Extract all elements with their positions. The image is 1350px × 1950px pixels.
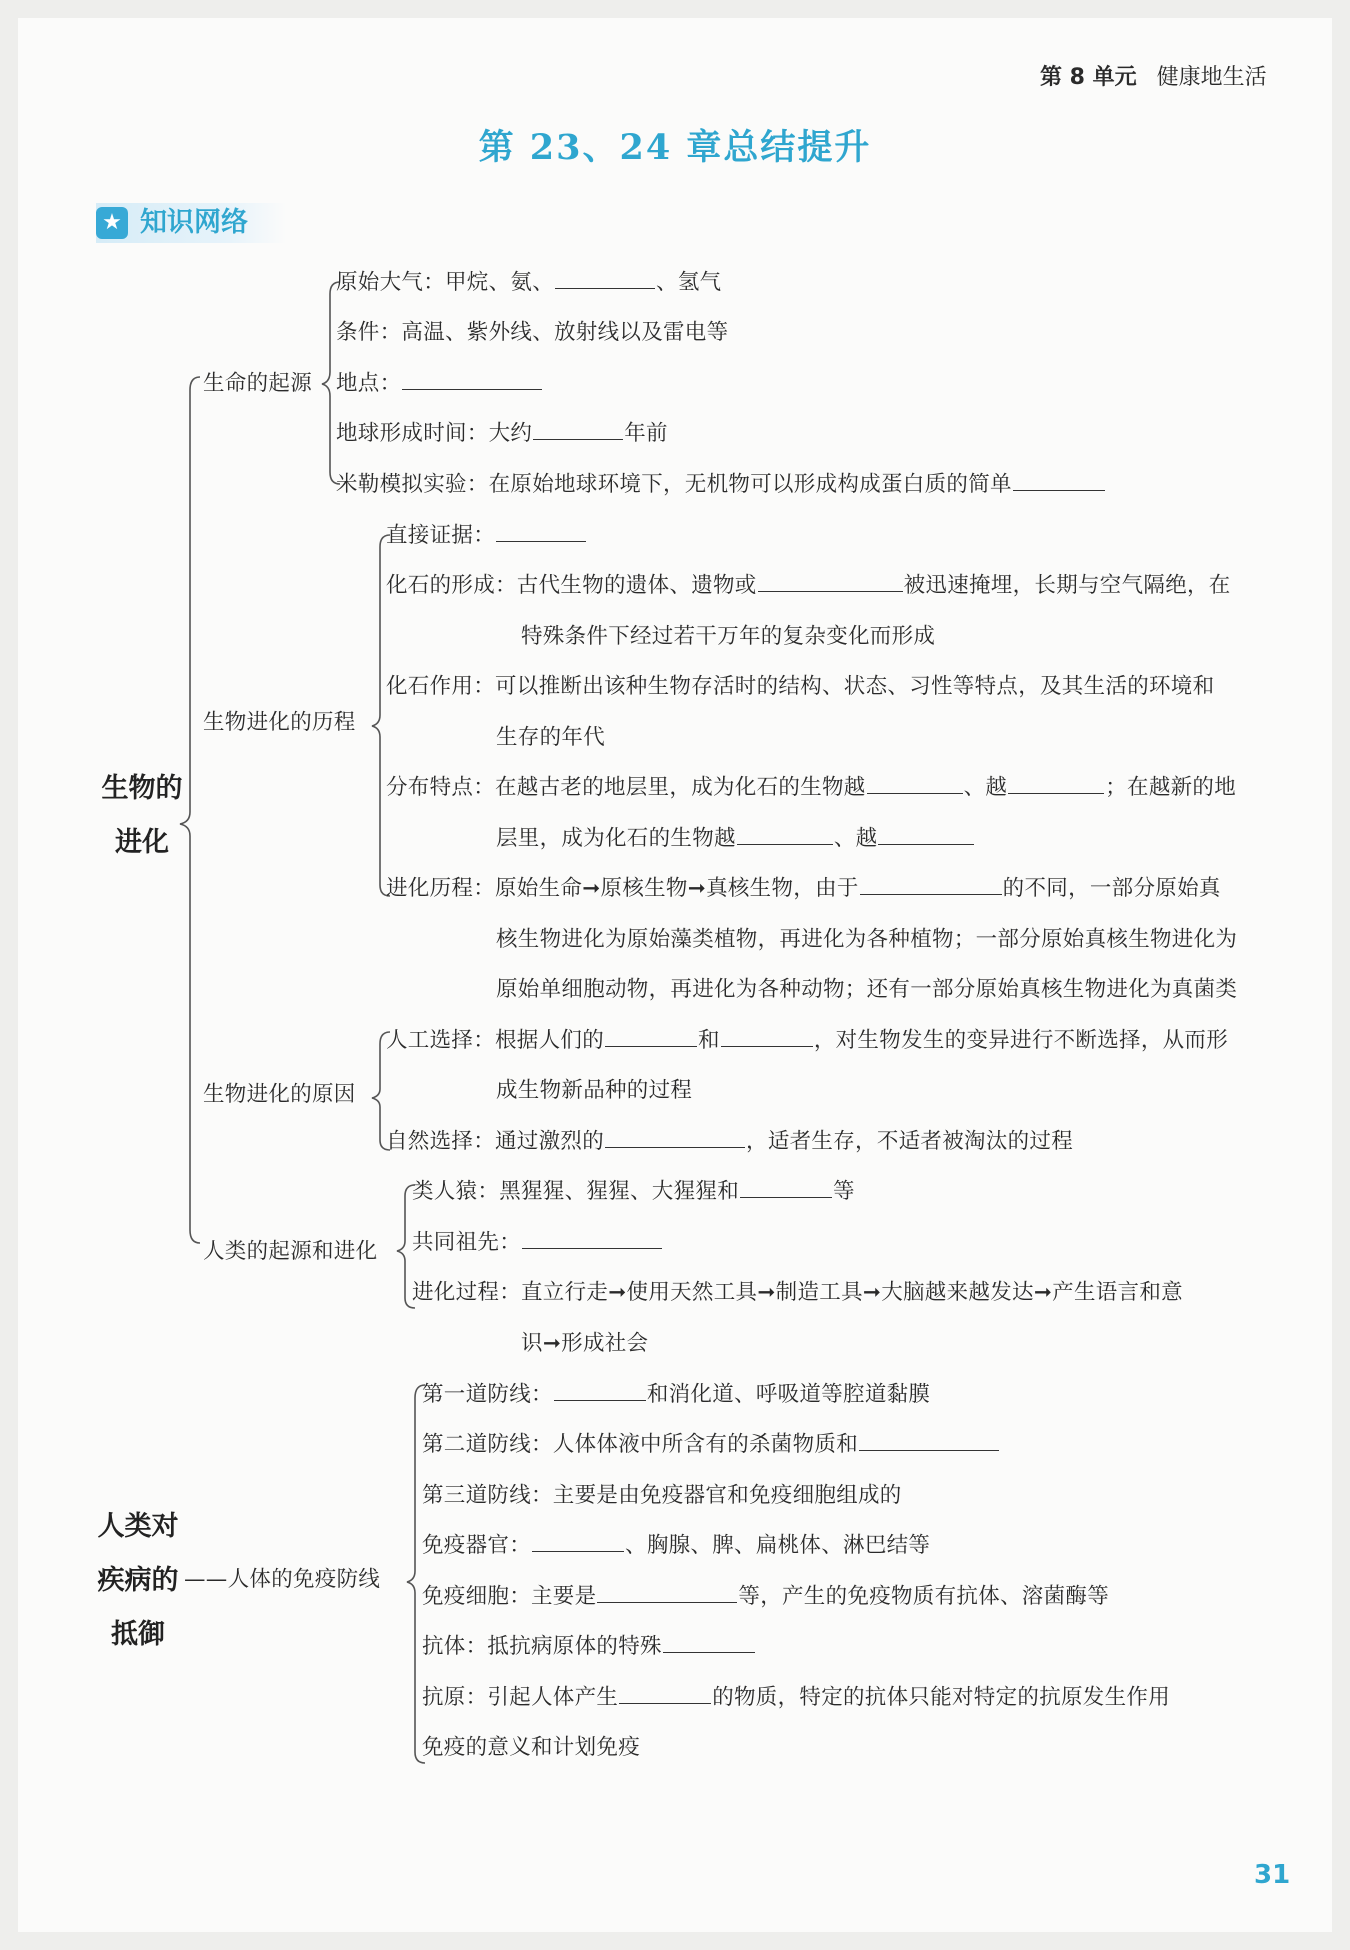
text: 等 — [833, 1179, 855, 1204]
answer-blank — [605, 1028, 697, 1047]
answer-blank — [619, 1685, 711, 1704]
history-role: 化石作用：可以推断出该种生物存活时的结构、状态、习性等特点，及其生活的环境和 — [386, 674, 1215, 699]
answer-blank — [860, 876, 1002, 895]
text: 地球形成时间：大约 — [336, 421, 533, 446]
answer-blank — [554, 1382, 646, 1401]
cause-natural — [386, 1127, 1073, 1157]
branch-origin: 生命的起源 — [203, 371, 313, 396]
text: 产生语言和意 — [1052, 1280, 1183, 1305]
text: 和消化道、呼吸道等腔道黏膜 — [646, 1382, 931, 1407]
text: 抗体：抵抗病原体的特殊 — [422, 1634, 662, 1659]
branch-history: 生物进化的历程 — [203, 710, 356, 735]
arrow-icon: ➞ — [582, 876, 601, 901]
page-number: 31 — [1254, 1860, 1291, 1890]
text: 层里，成为化石的生物越 — [496, 826, 736, 851]
answer-blank — [496, 523, 586, 542]
branch-immune-line — [184, 1565, 380, 1595]
text: 第二道防线：人体体液中所含有的杀菌物质和 — [422, 1432, 859, 1457]
text: 自然选择：通过激烈的 — [386, 1129, 605, 1154]
unit-title: 健康地生活 — [1156, 65, 1267, 90]
text: 等，产生的免疫物质有抗体、溶菌酶等 — [738, 1584, 1110, 1609]
history-distribution-cont — [496, 824, 975, 854]
text: 的物质，特定的抗体只能对特定的抗原发生作用 — [712, 1685, 1171, 1710]
cause-artificial-cont: 成生物新品种的过程 — [496, 1078, 693, 1103]
text: 类人猿：黑猩猩、猩猩、大猩猩和 — [412, 1179, 740, 1204]
connector-dash: —— — [184, 1567, 228, 1592]
text: 和 — [698, 1028, 720, 1053]
text: 第一道防线： — [422, 1382, 553, 1407]
answer-blank — [859, 1432, 999, 1451]
topic-line: 生物的 — [101, 773, 183, 804]
text: 化石的形成：古代生物的遗体、遗物或 — [386, 573, 757, 598]
text: 、越 — [833, 826, 878, 851]
topic-evolution — [92, 762, 192, 870]
text: ，适者生存，不适者被淘汰的过程 — [746, 1129, 1074, 1154]
text: 、氢气 — [656, 270, 722, 295]
history-distribution — [386, 773, 1236, 803]
answer-blank — [522, 1230, 662, 1249]
arrow-icon: ➞ — [757, 1280, 776, 1305]
text: 直接证据： — [386, 523, 496, 548]
immune-organs — [422, 1531, 930, 1561]
text: 原始大气：甲烷、氨、 — [336, 270, 555, 295]
text: 使用天然工具 — [626, 1280, 758, 1305]
text: 进化历程：原始生命 — [386, 876, 583, 901]
answer-blank — [605, 1129, 745, 1148]
text: 分布特点：在越古老的地层里，成为化石的生物越 — [386, 775, 866, 800]
star-icon: ★ — [96, 207, 128, 239]
immune-line1 — [422, 1380, 930, 1410]
arrow-icon: ➞ — [542, 1331, 562, 1356]
immune-significance: 免疫的意义和计划免疫 — [422, 1735, 641, 1760]
answer-blank — [555, 270, 655, 289]
immune-antigen — [422, 1683, 1170, 1713]
text: 米勒模拟实验：在原始地球环境下，无机物可以形成构成蛋白质的简单 — [336, 472, 1012, 497]
history-fossil-cont: 特殊条件下经过若干万年的复杂变化而形成 — [521, 624, 936, 649]
history-fossil — [386, 571, 1231, 601]
text: 、越 — [963, 775, 1008, 800]
branch-immune: 人体的免疫防线 — [227, 1567, 381, 1592]
origin-atmosphere — [336, 268, 721, 298]
section-label: 知识网络 — [140, 207, 248, 238]
text: 、胸腺、脾、扁桃体、淋巴结等 — [625, 1533, 931, 1558]
immune-line3: 第三道防线：主要是由免疫器官和免疫细胞组成的 — [422, 1483, 902, 1508]
branch-human: 人类的起源和进化 — [203, 1239, 378, 1264]
text: 共同祖先： — [412, 1230, 522, 1255]
arrow-icon: ➞ — [862, 1280, 882, 1305]
text: 制造工具 — [775, 1280, 863, 1305]
origin-miller — [336, 470, 1106, 500]
text: 大脑越来越发达 — [881, 1280, 1034, 1305]
topic-line: 抵御 — [111, 1619, 165, 1650]
origin-place — [336, 369, 543, 399]
text: 地点： — [336, 371, 402, 396]
human-ancestor — [412, 1228, 663, 1258]
text: 免疫细胞：主要是 — [422, 1584, 597, 1609]
page-title: 第 23、24 章总结提升 — [478, 127, 872, 168]
origin-conditions: 条件：高温、紫外线、放射线以及雷电等 — [336, 320, 729, 345]
history-direct — [386, 521, 587, 551]
immune-cells — [422, 1582, 1109, 1612]
human-apes — [412, 1177, 855, 1207]
topic-line: 疾病的 — [97, 1565, 179, 1596]
arrow-icon: ➞ — [687, 876, 707, 901]
answer-blank — [740, 1179, 832, 1198]
text: 形成社会 — [561, 1331, 649, 1356]
text: 免疫器官： — [422, 1533, 532, 1558]
text: ；在越新的地 — [1105, 775, 1237, 800]
human-process — [412, 1278, 1183, 1308]
answer-blank — [1008, 775, 1104, 794]
answer-blank — [878, 826, 974, 845]
answer-blank — [867, 775, 963, 794]
text: 的不同，一部分原始真 — [1002, 876, 1221, 901]
branch-cause: 生物进化的原因 — [203, 1082, 356, 1107]
origin-time — [336, 419, 668, 449]
text: 进化过程：直立行走 — [412, 1280, 609, 1305]
answer-blank — [721, 1028, 813, 1047]
immune-line2 — [422, 1430, 1000, 1460]
text: 年前 — [624, 421, 668, 446]
text: 抗原：引起人体产生 — [422, 1685, 619, 1710]
history-process — [386, 874, 1221, 904]
topic-line: 人类对 — [97, 1511, 179, 1542]
arrow-icon: ➞ — [608, 1280, 627, 1305]
human-process-cont — [521, 1329, 648, 1359]
cause-artificial — [386, 1026, 1228, 1056]
text: 人工选择：根据人们的 — [386, 1028, 605, 1053]
answer-blank — [597, 1584, 737, 1603]
answer-blank — [758, 573, 903, 592]
answer-blank — [402, 371, 542, 390]
unit-label: 第 8 单元 — [1040, 65, 1137, 90]
history-role-cont: 生存的年代 — [496, 725, 606, 750]
history-process-cont2: 原始单细胞动物，再进化为各种动物；还有一部分原始真核生物进化为真菌类 — [496, 977, 1238, 1002]
answer-blank — [533, 421, 623, 440]
answer-blank — [1013, 472, 1105, 491]
text: 真核生物，由于 — [706, 876, 859, 901]
text: 被迅速掩埋，长期与空气隔绝，在 — [903, 573, 1231, 598]
text: ，对生物发生的变异进行不断选择，从而形 — [813, 1028, 1229, 1053]
immune-antibody — [422, 1632, 756, 1662]
answer-blank — [663, 1634, 755, 1653]
arrow-icon: ➞ — [1033, 1280, 1053, 1305]
history-process-cont1: 核生物进化为原始藻类植物，再进化为各种植物；一部分原始真核生物进化为 — [496, 927, 1238, 952]
text: 原核生物 — [600, 876, 688, 901]
answer-blank — [737, 826, 833, 845]
answer-blank — [532, 1533, 624, 1552]
text: 识 — [521, 1331, 543, 1356]
topic-disease — [88, 1500, 188, 1662]
topic-line: 进化 — [115, 827, 169, 858]
